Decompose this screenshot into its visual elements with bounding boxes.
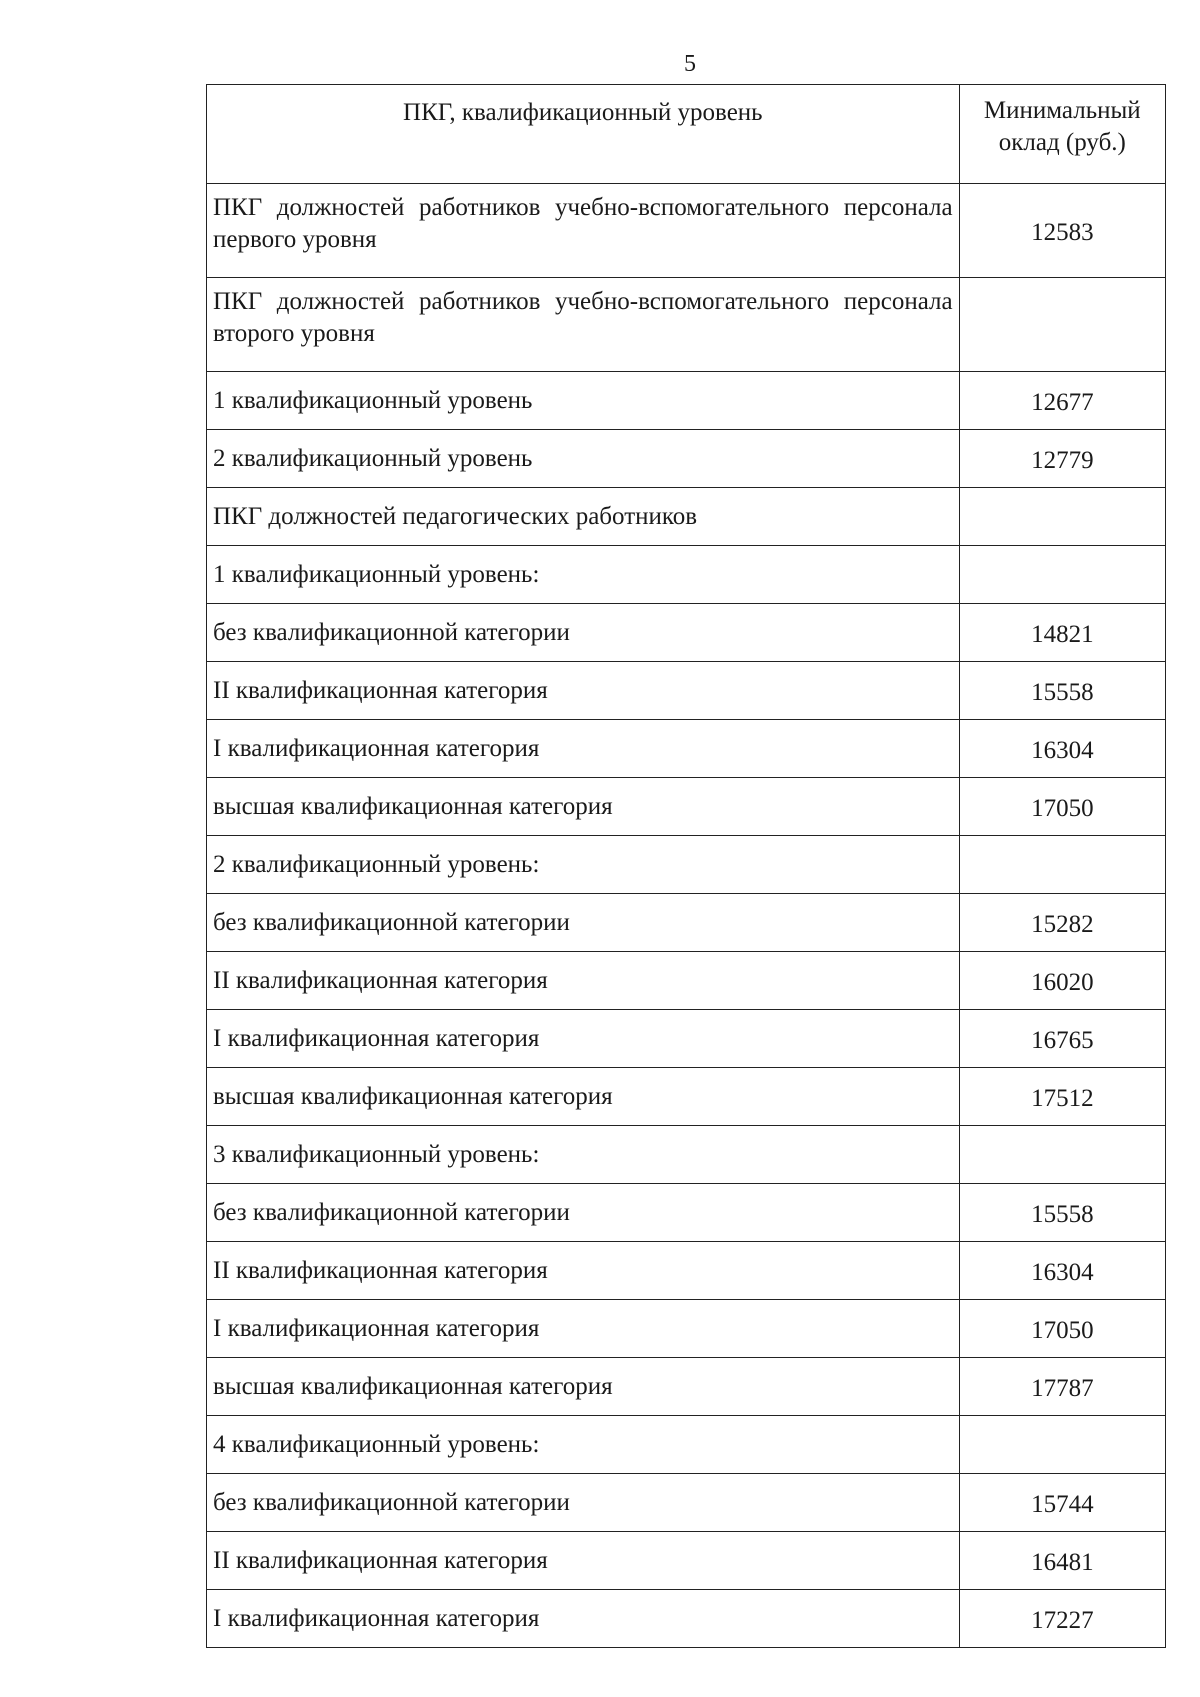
table-row [207, 894, 1166, 952]
row-salary: 16304 [959, 720, 1165, 778]
row-salary: 12677 [959, 372, 1165, 430]
table-row [207, 1300, 1166, 1358]
table-row [207, 952, 1166, 1010]
table-row [207, 1184, 1166, 1242]
header-salary-line1: Минимальный [983, 97, 1141, 124]
row-name: без квалификационной категории [207, 894, 960, 952]
row-name: без квалификационной категории [207, 1184, 960, 1242]
table-header-row [207, 85, 1166, 184]
salary-table [206, 84, 1166, 1648]
row-name: 2 квалификационный уровень: [207, 836, 960, 894]
row-name: 1 квалификационный уровень: [207, 546, 960, 604]
row-name: 3 квалификационный уровень: [207, 1126, 960, 1184]
row-salary: 17050 [959, 1300, 1165, 1358]
header-salary [959, 85, 1165, 184]
row-name: I квалификационная категория [207, 1300, 960, 1358]
table-row [207, 1358, 1166, 1416]
row-salary: 14821 [959, 604, 1165, 662]
table-row [207, 778, 1166, 836]
row-name: ПКГ должностей педагогических работников [207, 488, 960, 546]
row-name: I квалификационная категория [207, 1010, 960, 1068]
row-salary: 15558 [959, 662, 1165, 720]
table-row [207, 430, 1166, 488]
table-row [207, 1242, 1166, 1300]
header-name: ПКГ, квалификационный уровень [207, 85, 960, 184]
row-salary: 12583 [959, 184, 1165, 278]
row-salary: 17227 [959, 1590, 1165, 1648]
row-salary [959, 836, 1165, 894]
row-salary: 16304 [959, 1242, 1165, 1300]
table-row [207, 1010, 1166, 1068]
row-name: I квалификационная категория [207, 720, 960, 778]
row-salary [959, 488, 1165, 546]
row-name: I квалификационная категория [207, 1590, 960, 1648]
table-row [207, 1532, 1166, 1590]
row-salary: 17512 [959, 1068, 1165, 1126]
row-name: II квалификационная категория [207, 662, 960, 720]
row-salary [959, 546, 1165, 604]
row-name: ПКГ должностей работников учебно-вспомогательного персонала второго уровня [207, 278, 960, 372]
row-name: без квалификационной категории [207, 1474, 960, 1532]
row-salary: 16481 [959, 1532, 1165, 1590]
row-salary [959, 1126, 1165, 1184]
table-row [207, 184, 1166, 278]
row-salary [959, 1416, 1165, 1474]
row-name: высшая квалификационная категория [207, 1068, 960, 1126]
row-name: 2 квалификационный уровень [207, 430, 960, 488]
row-salary: 12779 [959, 430, 1165, 488]
row-salary: 15558 [959, 1184, 1165, 1242]
table-row [207, 1068, 1166, 1126]
page-number: 5 [684, 51, 696, 77]
row-salary: 17787 [959, 1358, 1165, 1416]
table-row [207, 1126, 1166, 1184]
row-salary: 15282 [959, 894, 1165, 952]
row-salary: 16020 [959, 952, 1165, 1010]
table-row [207, 1474, 1166, 1532]
row-salary: 15744 [959, 1474, 1165, 1532]
table-row [207, 546, 1166, 604]
table-row [207, 836, 1166, 894]
table-row [207, 278, 1166, 372]
header-salary-line2: оклад (руб.) [998, 129, 1126, 156]
table-row [207, 488, 1166, 546]
row-salary: 17050 [959, 778, 1165, 836]
row-salary [959, 278, 1165, 372]
row-name: 1 квалификационный уровень [207, 372, 960, 430]
row-name: без квалификационной категории [207, 604, 960, 662]
table-row [207, 1590, 1166, 1648]
table-row [207, 1416, 1166, 1474]
row-name: II квалификационная категория [207, 1242, 960, 1300]
table-row [207, 662, 1166, 720]
row-name: II квалификационная категория [207, 1532, 960, 1590]
row-name: высшая квалификационная категория [207, 1358, 960, 1416]
row-name: II квалификационная категория [207, 952, 960, 1010]
table-row [207, 604, 1166, 662]
row-salary: 16765 [959, 1010, 1165, 1068]
table-row [207, 372, 1166, 430]
row-name: 4 квалификационный уровень: [207, 1416, 960, 1474]
row-name: высшая квалификационная категория [207, 778, 960, 836]
row-name: ПКГ должностей работников учебно-вспомогательного персонала первого уровня [207, 184, 960, 278]
table-row [207, 720, 1166, 778]
